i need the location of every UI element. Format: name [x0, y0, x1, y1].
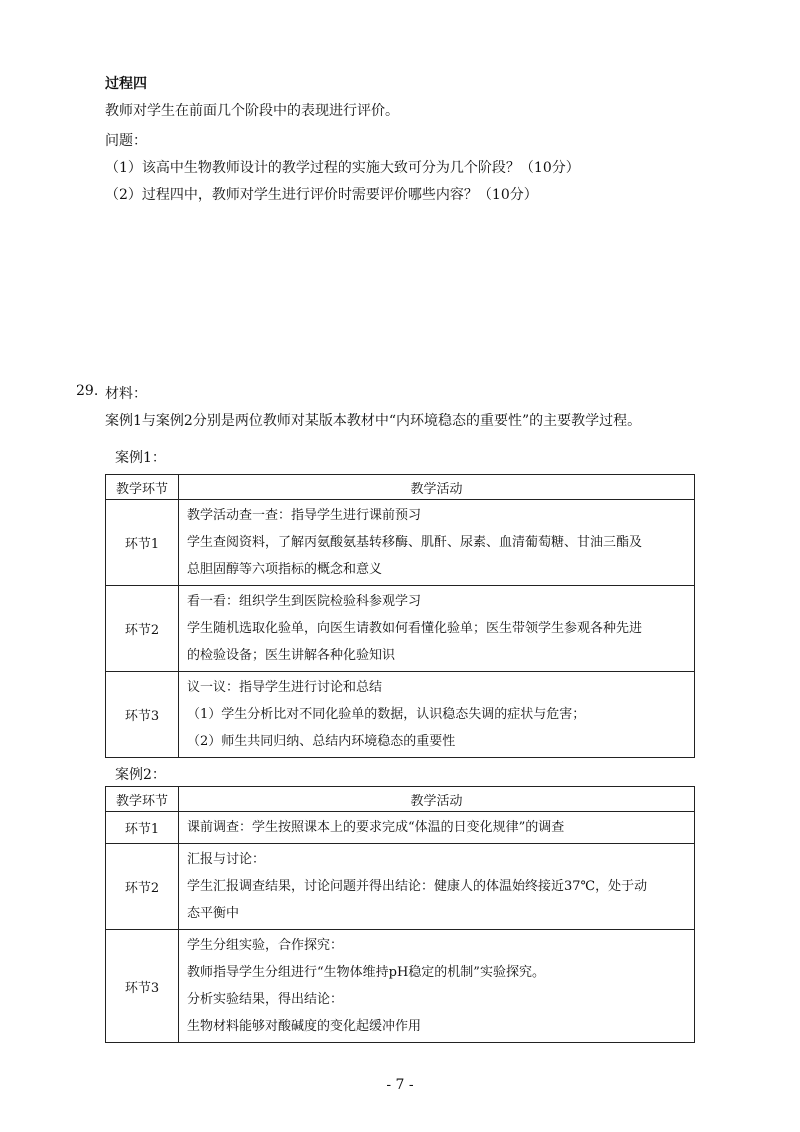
case2-activity — [179, 930, 695, 1043]
case1-title: 案例1： — [115, 450, 166, 466]
process4-title: 过程四 — [105, 76, 147, 92]
case2-stage: 环节3 — [106, 930, 179, 1043]
case1-stage: 环节1 — [106, 500, 179, 586]
activity-line: （1）学生分析比对不同化验单的数据，认识稳态失调的症状与危害； — [187, 707, 586, 722]
activity-line: 议一议：指导学生进行讨论和总结 — [187, 680, 383, 695]
case2-stage: 环节1 — [106, 812, 179, 844]
case2-header-stage: 教学环节 — [106, 787, 179, 812]
activity-line: 学生分组实验，合作探究： — [187, 938, 344, 953]
case1-header-activity: 教学活动 — [179, 475, 695, 500]
question-1: （1）该高中生物教师设计的教学过程的实施大致可分为几个阶段？（10分） — [105, 160, 580, 176]
material-intro: 案例1与案例2分别是两位教师对某版本教材中“内环境稳态的重要性”的主要教学过程。 — [105, 413, 642, 429]
activity-line: 教学活动查一查：指导学生进行课前预习 — [187, 508, 422, 523]
table-row — [106, 812, 695, 844]
case2-activity — [179, 812, 695, 844]
case2-table — [105, 786, 695, 1043]
case2-header-activity: 教学活动 — [179, 787, 695, 812]
table-row — [106, 844, 695, 930]
activity-line: 态平衡中 — [187, 906, 240, 921]
activity-line: 的检验设备；医生讲解各种化验知识 — [187, 648, 396, 663]
activity-line: 汇报与讨论： — [187, 852, 266, 867]
activity-line: 生物材料能够对酸碱度的变化起缓冲作用 — [187, 1019, 422, 1034]
material-label: 材料： — [105, 386, 147, 402]
activity-line: 课前调查：学生按照课本上的要求完成“体温的日变化规律”的调查 — [187, 820, 565, 835]
process4-text: 教师对学生在前面几个阶段中的表现进行评价。 — [105, 103, 399, 119]
case1-table — [105, 474, 695, 758]
activity-line: （2）师生共同归纳、总结内环境稳态的重要性 — [187, 734, 456, 749]
case2-stage: 环节2 — [106, 844, 179, 930]
activity-line: 看一看：组织学生到医院检验科参观学习 — [187, 594, 422, 609]
activity-line: 学生查阅资料，了解丙氨酸氨基转移酶、肌酐、尿素、血清葡萄糖、甘油三酯及 — [187, 535, 643, 550]
activity-line: 学生汇报调查结果，讨论问题并得出结论：健康人的体温始终接近37℃，处于动 — [187, 879, 648, 894]
activity-line: 分析实验结果，得出结论： — [187, 992, 344, 1007]
activity-line: 学生随机选取化验单，向医生请教如何看懂化验单；医生带领学生参观各种先进 — [187, 621, 643, 636]
case2-activity — [179, 844, 695, 930]
page-number: - 7 - — [386, 1077, 414, 1093]
questions-label: 问题： — [105, 133, 147, 149]
table-row — [106, 586, 695, 672]
question-number: 29. — [76, 383, 99, 399]
question-2: （2）过程四中，教师对学生进行评价时需要评价哪些内容？（10分） — [105, 187, 538, 203]
case1-header-stage: 教学环节 — [106, 475, 179, 500]
case1-stage: 环节2 — [106, 586, 179, 672]
table-row — [106, 672, 695, 758]
case1-activity — [179, 672, 695, 758]
case2-title: 案例2： — [115, 767, 166, 783]
table-row — [106, 500, 695, 586]
case1-activity — [179, 500, 695, 586]
table-row — [106, 930, 695, 1043]
activity-line: 总胆固醇等六项指标的概念和意义 — [187, 562, 383, 577]
case1-stage: 环节3 — [106, 672, 179, 758]
activity-line: 教师指导学生分组进行“生物体维持pH稳定的机制”实验探究。 — [187, 965, 545, 980]
case1-activity — [179, 586, 695, 672]
